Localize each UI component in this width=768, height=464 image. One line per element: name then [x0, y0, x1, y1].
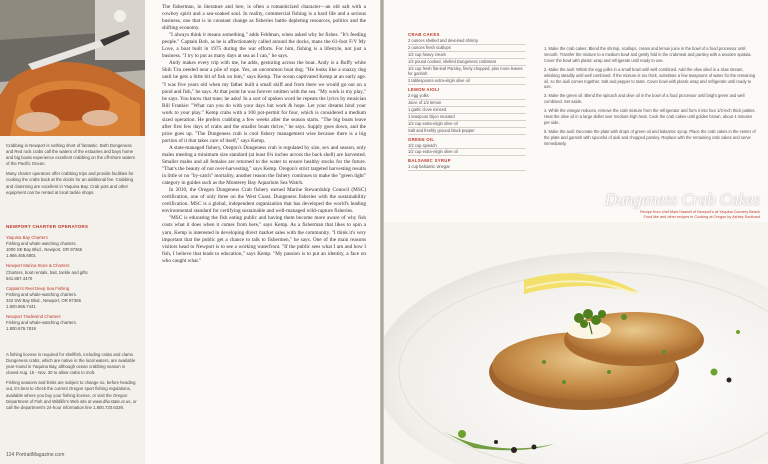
charter-line: Charters, boat rentals, bait, tackle and gifts — [6, 269, 88, 275]
charter-line: 541.867.4470 — [6, 275, 33, 281]
ingredient-heading: LEMON AIOLI — [408, 87, 440, 93]
sidebar-intro-paragraph: Many charter operators offer crabbing trips and provide facilities for cooking the crabs back at the docks for an additional fee. Crabbing and clamming are excellent in Yaquina Bay. Crab pots and other equipment can be rented at local tackle shops. — [6, 171, 134, 195]
charter-line: Fishing and whale-watching charters. — [6, 291, 77, 297]
recipe-step: 3. Make the green oil: Blend the spinach and olive oil in the bowl of a food processor until bright green and well combined. Set aside. — [544, 93, 745, 105]
license-paragraph: Fishing seasons and limits are subject to change so, before heading out, it's best to check the current Oregon sport fishing regulations, available where you buy your fishing license, or visit the Oregon Department of Fish and Wildlife's Web site at www.dfw.state.or.us, or call the department's 24-hour information line 1.800.720.6339. — [6, 380, 137, 410]
ingredient-item: 2 tablespoons extra-virgin olive oil — [408, 78, 526, 85]
ingredient-heading: BALSAMIC SYRUP — [408, 158, 451, 164]
ingredient-item: 1/2 cup extra-virgin olive oil — [408, 149, 526, 156]
recipe-title: Dungeness Crab Cakes — [605, 190, 760, 209]
recipe-step: 1. Make the crab cakes: Blend the shrimp, scallops, cream and lemon juice in the bowl of a food processor until smooth. Transfer the mixture to a medium bowl and gently fold in the crabmeat and parsley with a wooden spatula. Cover the bowl with plastic wrap and refrigerate until ready to use. — [544, 46, 752, 63]
ingredient-item: 1/2 cup heavy cream — [408, 52, 526, 59]
article-body — [162, 4, 366, 265]
charter-name: Newport Tradewind Charters — [6, 314, 61, 320]
ingredient-item: 2 ounces fresh scallops — [408, 45, 526, 52]
credit-line: Food like and other recipes in Cooking at Oregon by Ashley Southard — [643, 215, 760, 220]
ingredient-heading: CRAB CAKES — [408, 32, 440, 37]
ingredients-list — [408, 32, 526, 171]
charter-line: 343 SW Bay Blvd., Newport, OR 97365 — [6, 297, 81, 303]
charter-line: 1.866.465.6801 — [6, 253, 36, 259]
sidebar-intro-paragraph: Crabbing in Newport is nothing short of fantastic. Both Dungeness and Red rock crabs call the waters of the estuaries and bays home and big boats experience excellent crabbing on the off-shore waters of the Pacific Ocean. — [6, 143, 135, 167]
ingredient-item: 1/2 pound cooked, shelled Dungeness crabmeat — [408, 59, 526, 66]
recipe-steps — [544, 46, 758, 150]
page-folio: 124 PortraitMagazine.com — [6, 452, 65, 458]
charter-line: Fishing and whale-watching charters. — [6, 320, 77, 326]
charter-name: Yaquina Bay Charters — [6, 235, 48, 241]
charter-name: Captain's Reel Deep Sea Fishing — [6, 285, 70, 291]
ingredient-item: 2 egg yolks — [408, 93, 526, 100]
article-paragraph: A state-managed fishery, Oregon's Dungeness crab is regulated by size, sex and season, only males meeting a minimum size standard (at least 6¼ inches across the back shell) are harvested. Smaller males and all females are returned to the water to ensure healthy stocks for the future. "That's the beauty of not over-harvesting," says Kemp. Oregon's strict targeted harvesting results in little or no "by-catch" mortality, another reason the fishery continues to make the "green light" category in guides such as the Monterey Bay Aquarium Sea Watch. — [162, 144, 366, 187]
license-paragraph: A fishing license is required for shellfish, including crabs and clams. Dungeness crabs, which are native in the local waters, are available year-round in Yaquina Bay, although ocean crabbing season is closed Aug. 15 - Nov. 30 to allow crabs to molt. — [6, 352, 136, 376]
fisherman-illustration — [0, 0, 145, 136]
ingredient-heading: GREEN OIL — [408, 136, 435, 142]
ingredient-item: 2 ounces shelled and deveined shrimp — [408, 38, 526, 45]
ingredient-item: 1/2 cup fresh flat-leaf Parsley, finely chopped, plus more leaves for garnish — [408, 66, 526, 79]
charters-heading: NEWPORT CHARTER OPERATORS — [6, 224, 89, 229]
charter-name: Newport Marina Store & Charters — [6, 263, 70, 269]
article-paragraph: The fisherman, in literature and lore, is often a romanticized character—an old salt with a cowboy spirit and a sea-soaked soul. In reality, commercial fishing is a hard life and a serious business, one that is in constant change as fisheries battle depleting resources, politics and the shifting economy. — [162, 4, 366, 32]
ingredient-item: 1 cup balsamic vinegar — [408, 164, 526, 171]
sidebar-intro — [6, 143, 138, 196]
recipe-credit — [580, 210, 760, 220]
charter-line: 1.800.865.7441 — [6, 304, 36, 310]
ingredient-item: 1/2 cup spinach — [408, 143, 526, 150]
ingredient-item: 1/2 cup extra-virgin olive oil — [408, 121, 526, 128]
article-paragraph: "MSC is educating the fish eating public and having them become more aware of why fish costs what it does when it comes from here," says Kemp. As a fisherman that likes to spin a yarn, Kemp is interested in developing direct market sales with the community. "I think it's very important that the public get a chance to talk to fishermen," he says. One of the main reasons visitors head to Newport is to see a working waterfront. "If the public sees what I am and how I fish, I believe that leads to education," says Kemp. "My passion is to put an identity, a face on who caught what." — [162, 215, 366, 264]
recipe-step: 4. While the vinegar reduces, remove the crab mixture from the refrigerator and form it into four 1/2-inch thick patties. Heat the olive oil in a large skillet over medium-high heat. Cook the crab cakes until golden brown, about 4 minutes per side. — [544, 108, 756, 125]
article-paragraph: Andy makes every trip with me, he adds, gesturing across the boat. Andy is a Buffy white Shih Tzu needed near a pile of rope. Yes, an uncommon boat dog. "He looks like a snazzy dog until he gets a little bit of fish on him," says Kemp. The ocean captivated Kemp at an early age. "I was five years old when my father built a small skiff and from there we would go out on a pond and fish," he says. At that point he was forever smitten with the sea. "My work is my play," he says. You know that tune; he asks! In a sort of spoken word he repeats the lyrics by musician Bill Frankie: "What can you do with your days but work & hope. Let your dreams bind your work to your play." Kemp crabs with a 100 pot-permit for four, which is considered a medium sized operation. He prefers crabbing a few weeks after the season starts. "The big boats leave after first few days of crabs and the smaller boats thrive," he says. Supply goes down, and the price goes up. "The Dungeness crab is cool fishery management wise because there is a big portion of it that takes care of itself," says Kemp. — [162, 60, 366, 144]
sidebar — [0, 0, 145, 464]
recipe-step: 5. Make the aioli: Decorate the plate with drops of green oil and balsamic syrup. Place the crab cakes in the center of the plate and garnish with spoonful of aioli and chopped parsley. Replace with the remaining crab cakes and serve immediately. — [544, 128, 756, 146]
ingredient-item: Salt and freshly ground black pepper — [408, 128, 526, 135]
charter-line: 1000 SE Bay Blvd., Newport, OR 97365 — [6, 247, 83, 253]
charter-entry — [6, 263, 138, 281]
article-paragraph: In 2010, the Oregon Dungeness Crab fishery earned Marine Stewardship Council (MSC) certification, one of only three on the West Coast. Dungeness fisheries with the sustainability certification. MSC is a global, independent organization that has developed the world's leading environmental standard for certifying sustainable and well-managed wild-capture fisheries. — [162, 187, 366, 215]
ingredient-item: Juice of 1/2 lemon — [408, 100, 526, 107]
charter-operators — [6, 224, 138, 332]
ingredient-item: 1 teaspoon Dijon mustard — [408, 114, 526, 121]
article-paragraph: "I always think it means something," adds Feldman, when asked why he fishes. "It's feeding people." Captain Bob, as he is affectionately called around the docks, mans the 61-foot F/V My Love, a boat built in 1975 during the war efforts. For him, fishing is a lifestyle, not just a business. "I try to put as many days at sea as I can," he says. — [162, 32, 366, 60]
credit-line: Recipe from chef Mark Haskell of Newport's at Yaquina Cannery Beach — [640, 210, 760, 214]
charter-entry — [6, 235, 138, 259]
ingredient-item: 1 garlic clove minced — [408, 107, 526, 114]
charter-entry — [6, 286, 138, 310]
charter-entry — [6, 314, 138, 332]
crab-cake-photo — [384, 222, 768, 464]
charter-line: Fishing and whale watching charters. — [6, 241, 77, 247]
fisherman-photo — [0, 0, 145, 136]
charter-line: 1.800.676.7819 — [6, 326, 36, 332]
license-info — [6, 352, 138, 411]
crab-cake-illustration — [384, 222, 768, 464]
left-page — [0, 0, 380, 464]
recipe-step: 2. Make the aioli: Whisk the egg yolks in a small bowl until well combined. Add the olive oiled in a slow stream, whisking steadily until well combined. If the mixture is too thick, substitute a few teaspoons of water for the remaining oil, so the aioli comes together. Salt and pepper to taste. Cover bowl with plastic wrap and refrigerate until ready to use. — [544, 66, 756, 90]
